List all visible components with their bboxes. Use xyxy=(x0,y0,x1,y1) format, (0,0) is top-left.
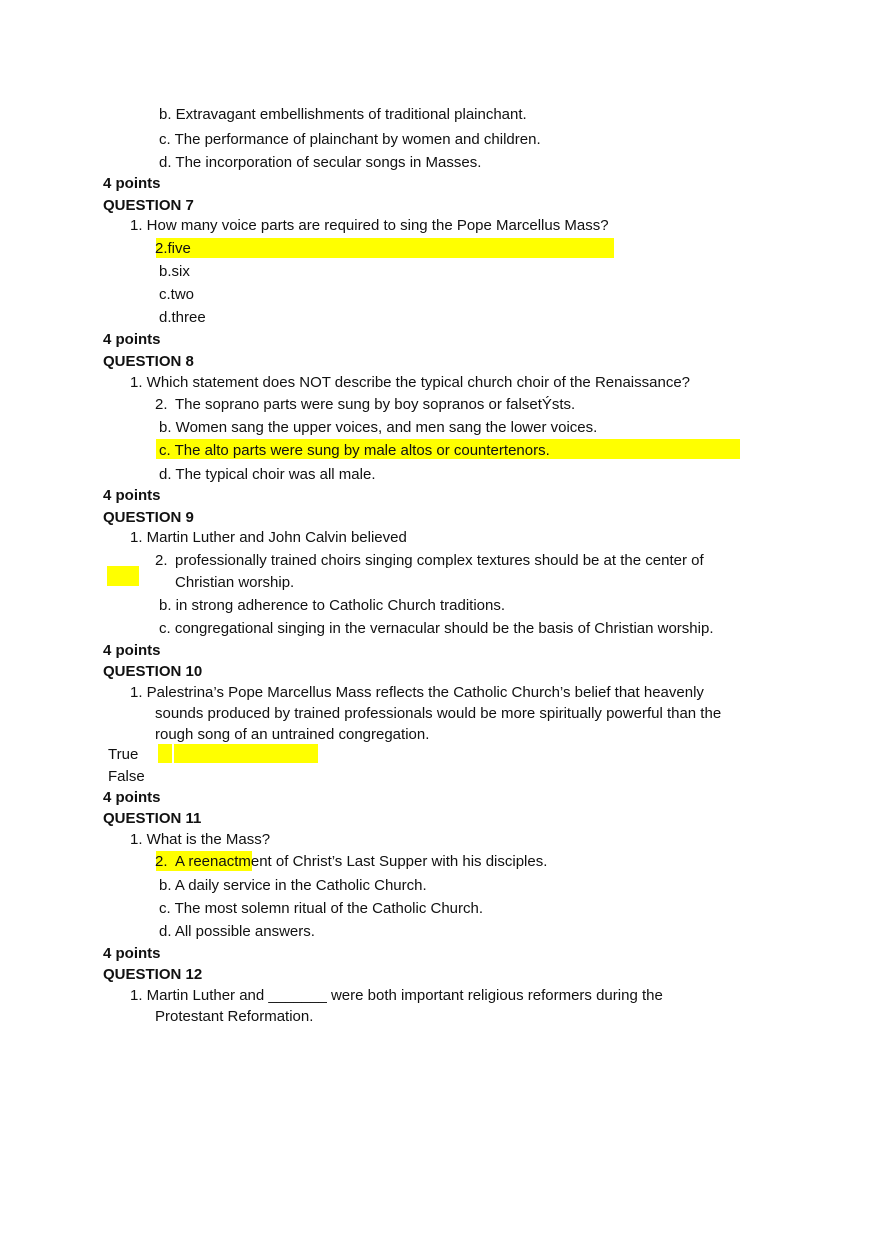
q8-points: 4 points xyxy=(103,331,161,348)
q10-question-line-2: sounds produced by trained professionals would be more spiritually powerful than the xyxy=(155,705,722,722)
q7-option-a-text: five xyxy=(167,240,191,257)
q9-option-a-continued: Christian worship. xyxy=(175,574,295,591)
q12-question-line-1: 1. Martin Luther and _______ were both important religious reformers during the xyxy=(130,987,663,1004)
q8-option-a-text: The soprano parts were sung by boy sopranos or falsetÝsts. xyxy=(175,396,576,413)
q11-option-b[interactable]: b. A daily service in the Catholic Church. xyxy=(159,877,427,894)
q7-label: QUESTION 7 xyxy=(103,197,194,214)
q11-question-text: 1. What is the Mass? xyxy=(130,831,271,848)
q7-option-a-marker: 2. xyxy=(155,240,168,257)
highlight-q7-a xyxy=(156,238,614,258)
q8-question-text: 1. Which statement does NOT describe the typical church choir of the Renaissance? xyxy=(130,374,691,391)
q8-option-c[interactable]: c. The alto parts were sung by male altos or countertenors. xyxy=(159,442,550,459)
q12-question-line-2: Protestant Reformation. xyxy=(155,1008,314,1025)
q8-option-a-marker: 2. xyxy=(155,396,168,413)
highlight-q9-mark xyxy=(107,566,139,586)
q6-option-c[interactable]: c. The performance of plainchant by women and children. xyxy=(159,131,541,148)
highlight-q10-answer xyxy=(174,744,318,763)
q9-option-b[interactable]: b. in strong adherence to Catholic Church traditions. xyxy=(159,597,506,614)
q9-label: QUESTION 9 xyxy=(103,509,194,526)
q11-option-d[interactable]: d. All possible answers. xyxy=(159,923,315,940)
q11-option-a-text: A reenactment of Christ’s Last Supper with his disciples. xyxy=(175,853,548,870)
q10-question-line-1: 1. Palestrina’s Pope Marcellus Mass reflects the Catholic Church’s belief that heavenly xyxy=(130,684,704,701)
q12-points: 4 points xyxy=(103,945,161,962)
q10-option-false[interactable]: False xyxy=(108,768,145,785)
q9-option-a-text: professionally trained choirs singing complex textures should be at the center of xyxy=(175,552,704,569)
q6-option-d[interactable]: d. The incorporation of secular songs in Masses. xyxy=(159,154,482,171)
q7-points: 4 points xyxy=(103,175,161,192)
q10-label: QUESTION 10 xyxy=(103,663,203,680)
q9-points: 4 points xyxy=(103,487,161,504)
q8-option-a[interactable] xyxy=(155,395,575,415)
q10-question-line-3: rough song of an untrained congregation. xyxy=(155,726,430,743)
q9-option-c[interactable]: c. congregational singing in the vernacular should be the basis of Christian worship. xyxy=(159,620,714,637)
q12-label: QUESTION 12 xyxy=(103,966,203,983)
q8-option-d[interactable]: d. The typical choir was all male. xyxy=(159,466,376,483)
q8-option-b[interactable]: b. Women sang the upper voices, and men sang the lower voices. xyxy=(159,419,598,436)
q9-question-text: 1. Martin Luther and John Calvin believed xyxy=(130,529,407,546)
q11-option-a-marker: 2. xyxy=(155,853,168,870)
q8-label: QUESTION 8 xyxy=(103,353,194,370)
q11-label: QUESTION 11 xyxy=(103,810,202,827)
q10-points: 4 points xyxy=(103,642,161,659)
q7-option-d[interactable]: d.three xyxy=(159,309,206,326)
q10-option-true[interactable]: True xyxy=(108,746,139,763)
q7-option-a[interactable] xyxy=(155,239,191,259)
q9-option-a[interactable] xyxy=(155,551,704,571)
q9-option-a-marker: 2. xyxy=(155,552,168,569)
q6-option-b[interactable]: b. Extravagant embellishments of traditional plainchant. xyxy=(159,106,527,123)
q7-option-c[interactable]: c.two xyxy=(159,286,195,303)
highlight-q10-mark xyxy=(158,744,172,763)
q7-option-b[interactable]: b.six xyxy=(159,263,190,280)
q11-points: 4 points xyxy=(103,789,161,806)
q11-option-a[interactable] xyxy=(155,852,547,872)
q7-question-text: 1. How many voice parts are required to sing the Pope Marcellus Mass? xyxy=(130,217,609,234)
q11-option-c[interactable]: c. The most solemn ritual of the Catholic Church. xyxy=(159,900,484,917)
